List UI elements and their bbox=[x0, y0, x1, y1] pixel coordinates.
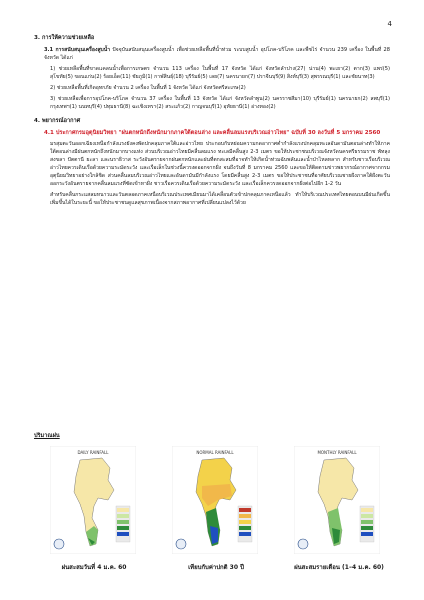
section3-item1: 1) ช่วยเหลือพื้นที่ขาดแคลนน้ำเพื่อการเกษตร จำนวน 113 เครื่อง ในพื้นที่ 17 จังหวัด ได้แก่ จังหวัดลำปาง(27) น่าน(4) พะเยา(2) ตาก(3) แพร่(5) สุโขทัย(5) ขอนแก่น(2) ร้อยเอ็ด(11) ชัยภูมิ(1) กาฬสินธุ์(18) บุรีรัมย์(5) เลย(7) นครนายก(7) ปราจีนบุรี(9) สิงห์บุรี(3) สุพรรณบุรี(1) และชัยนาท(3) bbox=[50, 66, 390, 80]
section3-heading: 3. การให้ความช่วยเหลือ bbox=[34, 35, 95, 41]
section3-sub1-text: ปัจจุบันสนับสนุนเครื่องสูบน้ำ เพื่อช่วยเหลือพื้นที่น้ำท่วม ระบบสูบน้ำ อุปโภค-บริโภค และพืชไร่ จำนวน 239 เครื่อง ในพื้นที่ 28 จังหวัด ได้แก่ bbox=[44, 47, 390, 61]
section3-sub1 bbox=[34, 46, 390, 62]
rainfall-maps bbox=[50, 446, 380, 556]
map1-title: DAILY RAINFALL bbox=[77, 450, 109, 455]
normal-rainfall-map bbox=[172, 446, 258, 554]
section4-announcement-title: 4.1 ประกาศกรมอุตุนิยมวิทยา "ฝนตกหนักถึงหนักมากภาคใต้ตอนล่าง และคลื่นลมแรงบริเวณอ่าวไทย" ฉบับที่ 30 ลงวันที่ 5 มกราคม 2560 bbox=[44, 130, 381, 136]
caption-monthly: ฝนสะสมรายเดือน (1–4 ม.ค. 60) bbox=[294, 564, 384, 571]
section3-item2: 2) ช่วยเหลือพื้นที่เกิดอุทกภัย จำนวน 2 เครื่อง ในพื้นที่ 1 จังหวัด ได้แก่ จังหวัดศรีสะเกษ(2) bbox=[50, 85, 246, 91]
page-number: 4 bbox=[387, 20, 392, 28]
rainfall-heading: ปริมาณฝน bbox=[34, 433, 60, 439]
document-body bbox=[34, 34, 390, 210]
map2-title: NORMAL RAINFALL bbox=[196, 450, 234, 455]
section4-paragraph2: สำหรับคลื่นกระแสลมหนาวและวันตลอดภาคเหนือบริเวณประเทศเมียนมาได้เคลื่อนตัวเข้าปกคลุมภาคเหนือแล้ว ทำให้บริเวณประเทศไทยตอนบนมีฝนเกิดขึ้นเพิ่มขึ้นได้ในระยะนี้ ขอให้ประชาชนดูแลสุขภาพเนื่องจากสภาพอากาศที่เปลี่ยนแปลงไว้ด้วย bbox=[50, 192, 390, 206]
map3-title: MONTHLY RAINFALL bbox=[317, 450, 357, 455]
section3-item3: 3) ช่วยเหลือเพื่อการอุปโภค-บริโภค จำนวน 37 เครื่อง ในพื้นที่ 13 จังหวัด ได้แก่ จังหวัดลำพูน(2) นครราชสีมา(10) บุรีรัมย์(1) นครนายก(2) ลพบุรี(1) กรุงเทพฯ(1) นนทบุรี(4) ปทุมธานี(8) ฉะเชิงเทรา(2) สระแก้ว(2) กาญจนบุรี(1) อุทัยธานี(1) อ่างทอง(2) bbox=[50, 96, 390, 110]
section3-sub1-label: 3.1 การสนับสนุนเครื่องสูบน้ำ bbox=[44, 47, 111, 53]
caption-daily: ฝนสะสมวันที่ 4 ม.ค. 60 bbox=[61, 564, 127, 571]
daily-rainfall-map bbox=[50, 446, 136, 554]
section4-heading: 4. พยากรณ์อากาศ bbox=[34, 118, 81, 124]
monthly-rainfall-map bbox=[294, 446, 380, 554]
caption-normal: เทียบกับค่าปกติ 30 ปี bbox=[188, 564, 244, 571]
section4-paragraph1: มรสุมตะวันออกเฉียงเหนือกำลังแรงยังคงพัดปกคลุมภาคใต้และอ่าวไทย ประกอบกับหย่อมความกดอากาศต่ำกำลังแรงปกคลุมทะเลอันดามันตอนล่างทำให้ภาคใต้ตอนล่างมีฝนตกหนักถึงหนักมากบางแห่ง ส่วนบริเวณอ่าวไทยมีคลื่นลมแรง ทะเลมีคลื่นสูง 2-3 เมตร ขอให้ประชาชนบริเวณจังหวัดนครศรีธรรมราช พัทลุง สงขลา ปัตตานี ยะลา และนราธิวาส ระวังอันตรายจากฝนตกหนักและฝนที่ตกสะสมที่อาจทำให้เกิดน้ำท่วมฉับพลันและน้ำป่าไหลหลาก สำหรับชาวเรือบริเวณอ่าวไทยควรเดินเรือด้วยความระมัดระวัง และเรือเล็กในช่วงนี้ควรงดออกจากฝั่ง จนถึงวันที่ 8 มกราคม 2560 และขอให้ติดตามข่าวพยากรณ์อากาศจากกรมอุตุนิยมวิทยาอย่างใกล้ชิด ส่วนคลื่นลมบริเวณอ่าวไทยและอันดามันมีกำลังแรง โดยมีคลื่นสูง 2-3 เมตร ขอให้ประชาชนที่อาศัยบริเวณชายฝั่งภาคใต้ฝั่งตะวันออกระวังอันตรายจากคลื่นลมแรงที่ซัดเข้าหาฝั่ง ชาวเรือควรเดินเรือด้วยความระมัดระวัง และเรือเล็กควรงดออกจากฝั่งต่อไปอีก 1-2 วัน bbox=[50, 141, 390, 187]
